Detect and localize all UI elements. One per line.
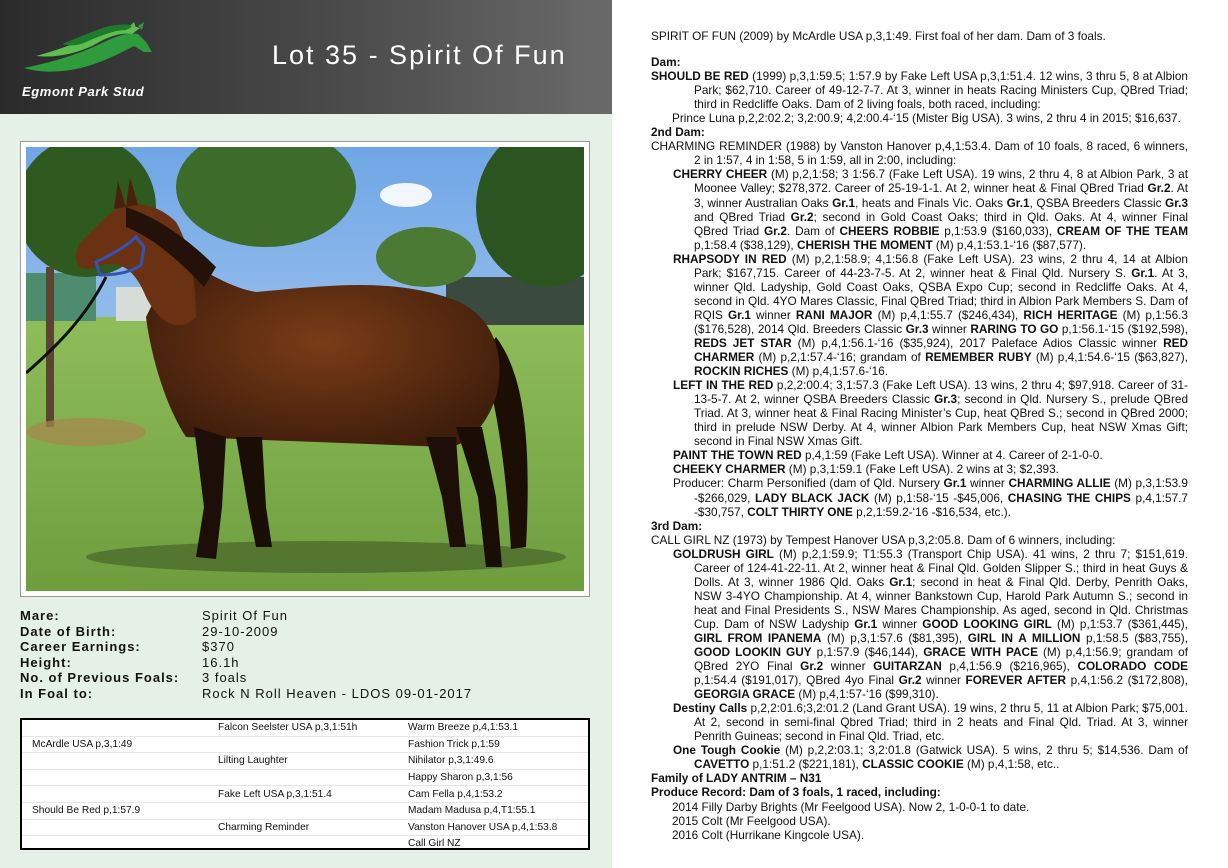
destiny-calls-entry: Destiny Calls p,2,2:01.6;3,2:01.2 (Land Grant USA). 19 wins, 2 thru 5, 11 at Albion Park; $75,001. At 2, second in semi-final Qbred Triad; third in 2 heats and Final Qld. Triad. At 3, winner Penrith Guineas; second in Final Qld. Triad, etc. [673, 701, 1188, 744]
produce-item: 2016 Colt (Hurrikane Kingcole USA). [672, 827, 865, 842]
cherry-cheer-entry: CHERRY CHEER (M) p,2,1:58; 3 1:56.7 (Fake Left USA). 19 wins, 2 thru 4, 8 at Albion Park, 3 at Moonee Valley; $278,372. Career of 25-19-1-1. At 2, winner heat & Final QBred Triad Gr.2. At 3, winner Australian Oaks Gr.1, heats and Finals Vic. Oaks Gr.1, QSBA Breeders Classic Gr.3 and QBred Triad Gr.2; second in Gold Coast Oaks; third in Qld. Oaks. At 4, winner Final QBred Triad Gr.2. Dam of CHEERS ROBBIE p,1:53.9 ($160,033), CREAM OF THE TEAM p,1:58.4 ($38,129), CHERISH THE MOMENT (M) p,4,1:53.1-‘16 ($87,577). [673, 167, 1189, 252]
table-row [22, 836, 588, 853]
horse-head-logo-icon [22, 22, 154, 80]
dob-value: 29-10-2009 [202, 623, 279, 639]
rhapsody-entry: RHAPSODY IN RED (M) p,2,1:58.9; 4,1:56.8 (Fake Left USA). 23 wins, 2 thru 4, 14 at Albion Park; $167,715. Career of 44-23-7-5. At 2, winner heat & Final Qld. Nursery S. Gr.1. At 3, winner Qld. Ladyship, Gold Coast Oaks, QSBA Expo Cup; second in Redcliffe Oaks. At 4, second in Qld. 4YO Mares Classic, Final QBred Triad; third in Albion Park Members S. Dam of RQIS Gr.1 winner RANI MAJOR (M) p,4,1:55.7 ($246,434), RICH HERITAGE (M) p,1:56.3 ($176,528), 2014 Qld. Breeders Classic Gr.3 winner RARING TO GO p,1:56.1-‘15 ($192,598), REDS JET STAR (M) p,4,1:56.1-‘16 ($35,924), 2017 Paleface Adios Classic winner RED CHARMER (M) p,2,1:57.4-‘16; grandam of REMEMBER RUBY (M) p,4,1:54.6-‘15 ($63,827), ROCKIN RICHES (M) p,4,1:57.6-‘16. [673, 251, 1188, 379]
pedigree-cell: Cam Fella p,4,1:53.2 [398, 786, 588, 803]
produce-item: 2014 Filly Darby Brights (Mr Feelgood USA). Now 2, 1-0-0-1 to date. [672, 799, 1030, 814]
pedigree-sire: McArdle USA p,3,1:49 [22, 736, 208, 753]
detail-row-height [20, 655, 600, 671]
pedigree-cell: Nihilator p,3,1:49.6 [398, 753, 588, 770]
table-row [22, 736, 588, 753]
pedigree-cell: Fake Left USA p,3,1:51.4 [208, 786, 398, 803]
detail-row-dob [20, 624, 600, 640]
mare-label: Mare: [20, 608, 60, 623]
pedigree-cell: Fashion Trick p,1:59 [398, 736, 588, 753]
catalogue-text [651, 29, 1188, 842]
pedigree-cell: Warm Breeze p,4,1:53.1 [398, 720, 588, 736]
prince-luna-line: Prince Luna p,2,2:02.2; 3,2:00.9; 4,2:00.4-‘15 (Mister Big USA). 3 wins, 2 thru 4 in 2015; $16,637. [672, 111, 1181, 126]
table-row [22, 819, 588, 836]
left-panel [0, 0, 612, 868]
foals-label: No. of Previous Foals: [20, 670, 180, 686]
table-row [22, 802, 588, 819]
family-line: Family of LADY ANTRIM – N31 [651, 771, 822, 786]
producer-entry: Producer: Charm Personified (dam of Qld. Nursery Gr.1 winner CHARMING ALLIE (M) p,3,1:53.9 -$266,029, LADY BLACK JACK (M) p,1:58-‘15 -$45,006, CHASING THE CHIPS p,4,1:57.7 -$30,757, COLT THIRTY ONE p,2,1:59.2-‘16 -$16,534, etc.). [673, 476, 1188, 519]
height-value: 16.1h [202, 654, 240, 670]
detail-row-earnings [20, 639, 600, 655]
pedigree-cell: Happy Sharon p,3,1:56 [398, 769, 588, 786]
pedigree-cell: Vanston Hanover USA p,4,1:53.8 [398, 819, 588, 836]
horse-photo [26, 147, 584, 591]
lot-title: Lot 35 - Spirit Of Fun [272, 40, 567, 70]
pedigree-cell: Madam Madusa p,4,T1:55.1 [398, 802, 588, 819]
pedigree-dam: Should Be Red p,1:57.9 [22, 802, 208, 819]
second-dam-heading: 2nd Dam: [651, 125, 705, 140]
dob-label: Date of Birth: [20, 623, 117, 639]
in-foal-label: In Foal to: [20, 685, 94, 701]
left-in-red-entry: LEFT IN THE RED p,2,2:00.4; 3,1:57.3 (Fake Left USA). 13 wins, 2 thru 4; $97,918. Career of 31-13-5-7. At 2, winner QSBA Breeders Classic Gr.3; second in Qld. Nursery S., prelude QBred Triad. At 3, winner heat & Final Racing Minister’s Cup, heat QBred S.; second in QBred 2000; third in prelude NSW Derby. At 4, winner Albion Park Members Cup, heat NSW Xmas Gift; second in Final NSW Xmas Gift. [673, 378, 1189, 449]
detail-row-in-foal [20, 686, 600, 702]
tough-cookie-entry: One Tough Cookie (M) p,2,2:03.1; 3,2:01.8 (Gatwick USA). 5 wins, 2 thru 5; $14,536. Dam of CAVETTO p,1:51.2 ($221,181), CLASSIC COOKIE (M) p,4,1:58, etc.. [673, 743, 1189, 772]
pedigree-table [20, 718, 590, 850]
detail-row-mare [20, 608, 600, 624]
pedigree-cell: Call Girl NZ [398, 836, 588, 853]
paint-town-entry: PAINT THE TOWN RED p,4,1:59 (Fake Left USA). Winner at 4. Career of 2-1-0-0. [673, 448, 1103, 463]
detail-row-foals [20, 670, 600, 686]
pedigree-cell: Lilting Laughter [208, 753, 398, 770]
foals-value: 3 foals [202, 670, 248, 686]
table-row [22, 786, 588, 803]
dam-paragraph: SHOULD BE RED (1999) p,3,1:59.5; 1:57.9 by Fake Left USA p,3,1:51.4. 12 wins, 3 thru 5, 8 at Albion Park; $62,710. Career of 49-12-7-7. At 3, winner in heats Racing Ministers Cup, QBred Triad; third in Redcliffe Oaks. Dam of 2 living foals, both raced, including: [651, 69, 1188, 112]
brand-name: Egmont Park Stud [22, 84, 145, 99]
goldrush-entry: GOLDRUSH GIRL (M) p,2,1:59.9; T1:55.3 (Transport Chip USA). 41 wins, 2 thru 7; $151,619. Career of 124-41-22-11. At 2, winner heat & Final Qld. Golden Slipper S.; third in heat Guys & Dolls. At 3, winner 1986 Qld. Oaks Gr.1; second in heat & Final Qld. Derby, Penrith Oaks, NSW 3-4YO Championship. At 4, winner Bankstown Cup, Harold Park Autumn S.; second in heat and Final Presidents S., NSW Mares Championship. As aged, second in Qld. Christmas Cup. Dam of NSW Ladyship Gr.1 winner GOOD LOOKING GIRL (M) p,1:53.7 ($361,445), GIRL FROM IPANEMA (M) p,3,1:57.6 ($81,395), GIRL IN A MILLION p,1:58.5 ($83,755), GOOD LOOKIN GUY p,1:57.9 ($46,144), GRACE WITH PACE (M) p,4,1:56.9; grandam of QBred 2YO Final Gr.2 winner GUITARZAN p,4,1:56.9 ($216,965), COLORADO CODE p,1:54.4 ($191,017), QBred 4yo Final Gr.2 winner FOREVER AFTER p,4,1:56.2 ($172,808), GEORGIA GRACE (M) p,4,1:57-‘16 ($99,310). [673, 546, 1189, 702]
third-dam-paragraph: CALL GIRL NZ (1973) by Tempest Hanover USA p,3,2:05.8. Dam of 6 winners, including: [651, 532, 1116, 547]
pedigree-cell: Falcon Seelster USA p,3,1:51h [208, 720, 398, 736]
header-banner [0, 0, 612, 114]
intro-line: SPIRIT OF FUN (2009) by McArdle USA p,3,1:49. First foal of her dam. Dam of 3 foals. [651, 29, 1106, 43]
horse-photo-frame [20, 141, 590, 597]
cheeky-charmer-entry: CHEEKY CHARMER (M) p,3,1:59.1 (Fake Left USA). 2 wins at 3; $2,393. [673, 462, 1059, 477]
earnings-label: Career Earnings: [20, 639, 141, 655]
third-dam-heading: 3rd Dam: [651, 518, 703, 533]
produce-item: 2015 Colt (Mr Feelgood USA). [672, 813, 831, 828]
second-dam-paragraph: CHARMING REMINDER (1988) by Vanston Hanover p,4,1:53.4. Dam of 10 foals, 8 raced, 6 winners, 2 in 1:57, 4 in 1:58, 5 in 1:59, all in 2:00, including: [651, 139, 1188, 168]
dam-heading: Dam: [651, 55, 681, 70]
brand-logo [18, 22, 158, 102]
mare-details [20, 608, 600, 702]
table-row [22, 769, 588, 786]
height-label: Height: [20, 654, 72, 670]
in-foal-value: Rock N Roll Heaven - LDOS 09-01-2017 [202, 685, 473, 701]
pedigree-cell: Charming Reminder [208, 819, 398, 836]
earnings-value: $370 [202, 639, 235, 655]
mare-value: Spirit Of Fun [202, 608, 288, 623]
table-row [22, 720, 588, 736]
produce-heading: Produce Record: Dam of 3 foals, 1 raced, including: [651, 785, 941, 800]
table-row [22, 753, 588, 770]
